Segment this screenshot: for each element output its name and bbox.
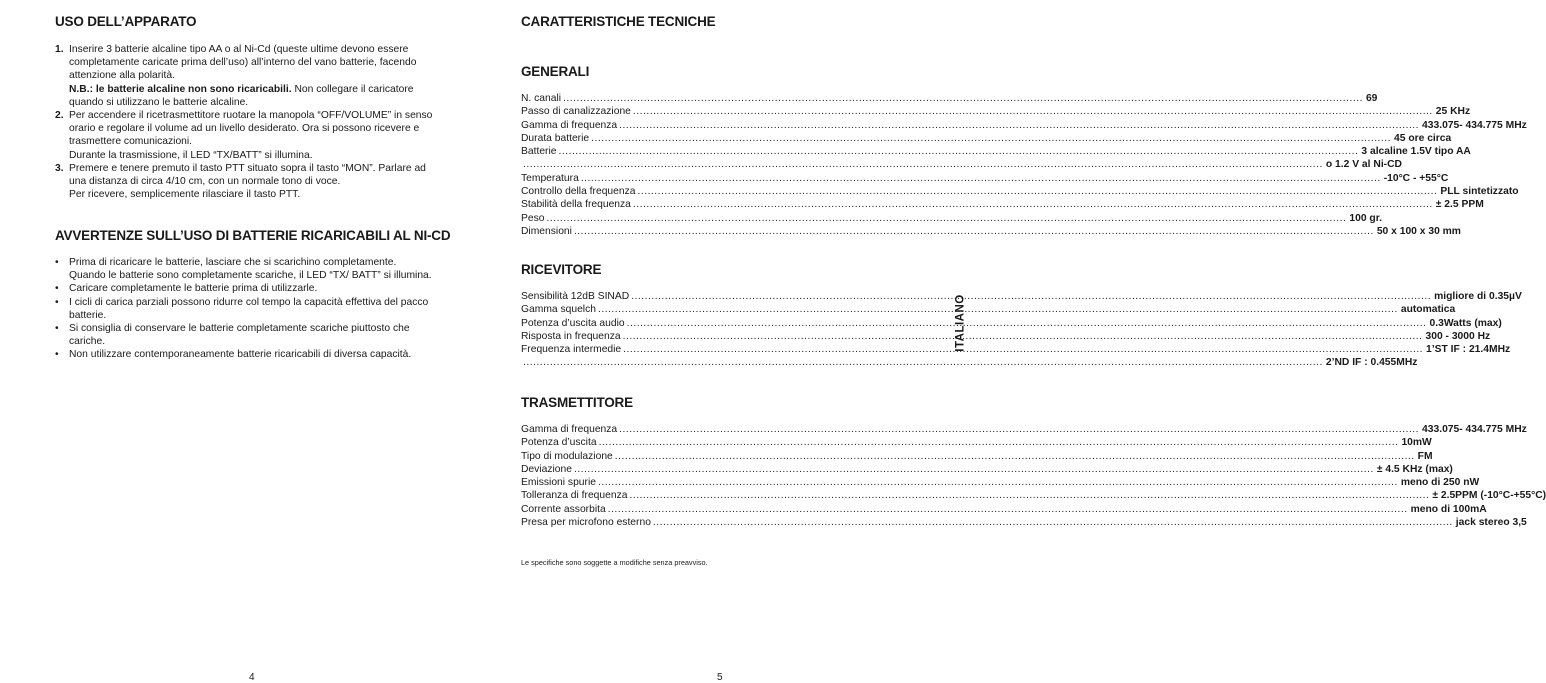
warning-item	[55, 296, 435, 322]
dot-leader	[629, 489, 1429, 502]
spec-value: 50 x 100 x 30 mm	[1376, 225, 1461, 237]
language-side-label: ITALIANO	[954, 294, 967, 352]
spec-value: 69	[1365, 93, 1378, 104]
spec-row	[521, 463, 1453, 476]
spec-value: jack stereo 3,5	[1455, 517, 1527, 529]
spec-row	[521, 436, 1432, 449]
dot-leader	[627, 317, 1427, 330]
left-page	[0, 0, 475, 682]
step-extra: Per ricevere, semplicemente rilasciare il tasto PTT.	[69, 189, 301, 201]
dot-leader	[653, 516, 1453, 529]
dot-leader	[546, 212, 1346, 225]
spec-row	[521, 212, 1382, 225]
spec-heading-ricevitore: RICEVITORE	[521, 262, 602, 277]
step-note-bold: N.B.: le batterie alcaline non sono ricaricabili.	[69, 83, 292, 95]
step-text: Inserire 3 batterie alcaline tipo AA o al Ni-Cd (queste ultime devono essere completamente caricate prima dell’uso) all’interno del vano batterie, facendo attenzione alla polarità.	[69, 44, 417, 82]
spec-row	[521, 343, 1511, 356]
step-number: 1.	[55, 44, 64, 55]
spec-value: 45 ore circa	[1394, 132, 1452, 144]
usage-steps-list	[55, 43, 435, 201]
dot-leader	[581, 172, 1381, 185]
spec-row	[521, 423, 1527, 436]
spec-label: Temperatura	[521, 172, 579, 184]
spec-label: Tipo di modulazione	[521, 450, 613, 462]
spec-value: migliore di 0.35µV	[1434, 291, 1522, 302]
spec-label: Peso	[521, 212, 545, 224]
spec-value: meno di 100mA	[1410, 503, 1487, 515]
spec-label: Stabilità della frequenza	[521, 199, 631, 211]
spec-row	[521, 450, 1433, 463]
section-title-avvertenze: AVVERTENZE SULL’USO DI BATTERIE RICARICABILI AL NI-CD	[55, 228, 451, 243]
spec-row	[521, 105, 1471, 118]
spec-value: automatica	[1400, 304, 1456, 316]
spec-row	[521, 516, 1527, 529]
bullet-icon: •	[55, 257, 59, 268]
step-text: Per accendere il ricetrasmettitore ruotare la manopola “OFF/VOLUME” in senso orario e regolare il volume ad un livello desiderato. Ora si possono ricevere e trasmettere comunicazioni.	[69, 110, 433, 148]
usage-step-2	[55, 109, 435, 162]
spec-row	[521, 119, 1527, 132]
spec-value: 1’ST IF : 21.4MHz	[1426, 344, 1511, 356]
spec-value: 3 alcaline 1.5V tipo AA	[1361, 146, 1471, 158]
dot-leader	[523, 356, 1323, 369]
warning-text: Si consiglia di conservare le batterie completamente scariche piuttosto che cariche.	[69, 323, 410, 348]
spec-label: Gamma squelch	[521, 304, 596, 316]
spec-label: Gamma di frequenza	[521, 424, 618, 435]
usage-step-3	[55, 162, 435, 202]
spec-row	[521, 303, 1456, 316]
spec-row	[521, 476, 1480, 489]
spec-row	[521, 225, 1461, 238]
spec-heading-trasmettitore: TRASMETTITORE	[521, 395, 633, 410]
spec-row	[521, 198, 1484, 211]
spec-label: Sensibilità 12dB SINAD	[521, 291, 630, 302]
spec-value: 10mW	[1401, 437, 1432, 449]
dot-leader	[598, 476, 1398, 489]
dot-leader	[599, 436, 1399, 449]
dot-leader	[608, 503, 1408, 516]
dot-leader	[637, 185, 1437, 198]
step-note-rest: Non collegare il caricatore quando si utilizzano le batterie alcaline.	[69, 83, 414, 108]
spec-value: meno di 250 nW	[1400, 477, 1480, 489]
warning-item	[55, 256, 435, 282]
dot-leader	[623, 330, 1423, 343]
dot-leader	[619, 119, 1419, 132]
spec-label: Corrente assorbita	[521, 503, 606, 515]
dot-leader	[574, 463, 1374, 476]
spec-value: 100 gr.	[1349, 212, 1382, 224]
spec-list-trasmettitore	[521, 423, 1546, 529]
spec-label: Passo di canalizzazione	[521, 106, 631, 118]
spec-row	[521, 356, 1418, 369]
bullet-icon: •	[55, 283, 59, 295]
dot-leader	[591, 132, 1391, 145]
warning-text: Non utilizzare contemporaneamente batterie ricaricabili di diversa capacità.	[69, 349, 412, 361]
bullet-icon: •	[55, 349, 59, 361]
bullet-icon: •	[55, 323, 59, 335]
spec-label: Potenza d’uscita audio	[521, 317, 625, 329]
battery-warnings-list	[55, 256, 435, 362]
warning-item	[55, 348, 435, 361]
spec-value: 433.075- 434.775 MHz	[1422, 424, 1527, 435]
spec-row	[521, 489, 1546, 502]
dot-leader	[523, 158, 1323, 171]
spec-value: ± 2.5 PPM	[1435, 199, 1484, 211]
spec-label: Emissioni spurie	[521, 477, 596, 489]
spec-value: ± 2.5PPM (-10°C-+55°C)	[1432, 490, 1546, 502]
spec-value: PLL sintetizzato	[1440, 186, 1519, 198]
dot-leader	[563, 92, 1363, 105]
step-number: 3.	[55, 162, 64, 174]
spec-row	[521, 158, 1402, 171]
spec-heading-generali: GENERALI	[521, 64, 590, 79]
bullet-icon: •	[55, 296, 59, 308]
step-extra: Durante la trasmissione, il LED “TX/BATT” si illumina.	[69, 149, 313, 161]
step-number: 2.	[55, 110, 64, 122]
spec-label: N. canali	[521, 93, 562, 104]
dot-leader	[559, 145, 1359, 158]
dot-leader	[574, 225, 1374, 238]
warning-item	[55, 322, 435, 348]
spec-row	[521, 185, 1519, 198]
spec-row	[521, 172, 1449, 185]
usage-step-1	[55, 43, 435, 109]
section-title-caratteristiche: CARATTERISTICHE TECNICHE	[521, 14, 716, 29]
footnote: Le specifiche sono soggette a modifiche senza preavviso.	[521, 558, 708, 567]
spec-value: 25 KHz	[1435, 106, 1471, 118]
dot-leader	[598, 303, 1398, 316]
spec-value: 300 - 3000 Hz	[1425, 330, 1491, 342]
warning-item	[55, 282, 435, 295]
spec-label: Batterie	[521, 146, 557, 158]
spec-value: ± 4.5 KHz (max)	[1376, 463, 1453, 475]
dot-leader	[633, 198, 1433, 211]
dot-leader	[615, 450, 1415, 463]
spec-label: Dimensioni	[521, 225, 572, 237]
warning-text: I cicli di carica parziali possono ridurre col tempo la capacità effettiva del pacco batterie.	[69, 296, 429, 321]
spec-label: Presa per microfono esterno	[521, 517, 651, 529]
spec-label: Durata batterie	[521, 132, 590, 144]
spec-row	[521, 290, 1522, 303]
dot-leader	[633, 105, 1433, 118]
spec-row	[521, 132, 1452, 145]
spec-label: Tolleranza di frequenza	[521, 490, 628, 502]
spec-value: 0.3Watts (max)	[1429, 317, 1502, 329]
spec-value: 2’ND IF : 0.455MHz	[1325, 357, 1418, 369]
step-text: Premere e tenere premuto il tasto PTT situato sopra il tasto “MON”. Parlare ad una distanza di circa 4/10 cm, con un normale tono di voce.	[69, 162, 426, 188]
spec-value: FM	[1417, 450, 1433, 462]
warning-text: Caricare completamente le batterie prima di utilizzarle.	[69, 283, 318, 295]
section-title-uso-apparato: USO DELL’APPARATO	[55, 14, 197, 29]
spec-label: Frequenza intermedie	[521, 344, 622, 356]
spec-label: Controllo della frequenza	[521, 186, 636, 198]
page-number-left: 4	[249, 672, 255, 683]
spec-row	[521, 145, 1471, 158]
warning-text: Prima di ricaricare le batterie, lasciare che si scarichino completamente. Quando le batterie sono completamente scariche, il LED “TX/ BATT” si illumina.	[69, 257, 432, 282]
spec-row	[521, 92, 1378, 105]
dot-leader	[623, 343, 1423, 356]
step-note	[69, 83, 435, 109]
right-page	[475, 0, 1546, 683]
spec-label: Gamma di frequenza	[521, 119, 618, 131]
spec-row	[521, 330, 1491, 343]
spec-label: Risposta in frequenza	[521, 330, 621, 342]
spec-value: -10°C - +55°C	[1383, 172, 1449, 184]
dot-leader	[619, 423, 1419, 436]
page-number-right: 5	[717, 672, 723, 683]
spec-list-generali	[521, 92, 1527, 238]
spec-value: 433.075- 434.775 MHz	[1422, 119, 1527, 131]
spec-value: o 1.2 V al Ni-CD	[1325, 159, 1402, 171]
dot-leader	[631, 290, 1431, 303]
spec-label: Deviazione	[521, 463, 572, 475]
spec-label: Potenza d’uscita	[521, 437, 597, 449]
spec-row	[521, 317, 1502, 330]
spec-row	[521, 503, 1487, 516]
